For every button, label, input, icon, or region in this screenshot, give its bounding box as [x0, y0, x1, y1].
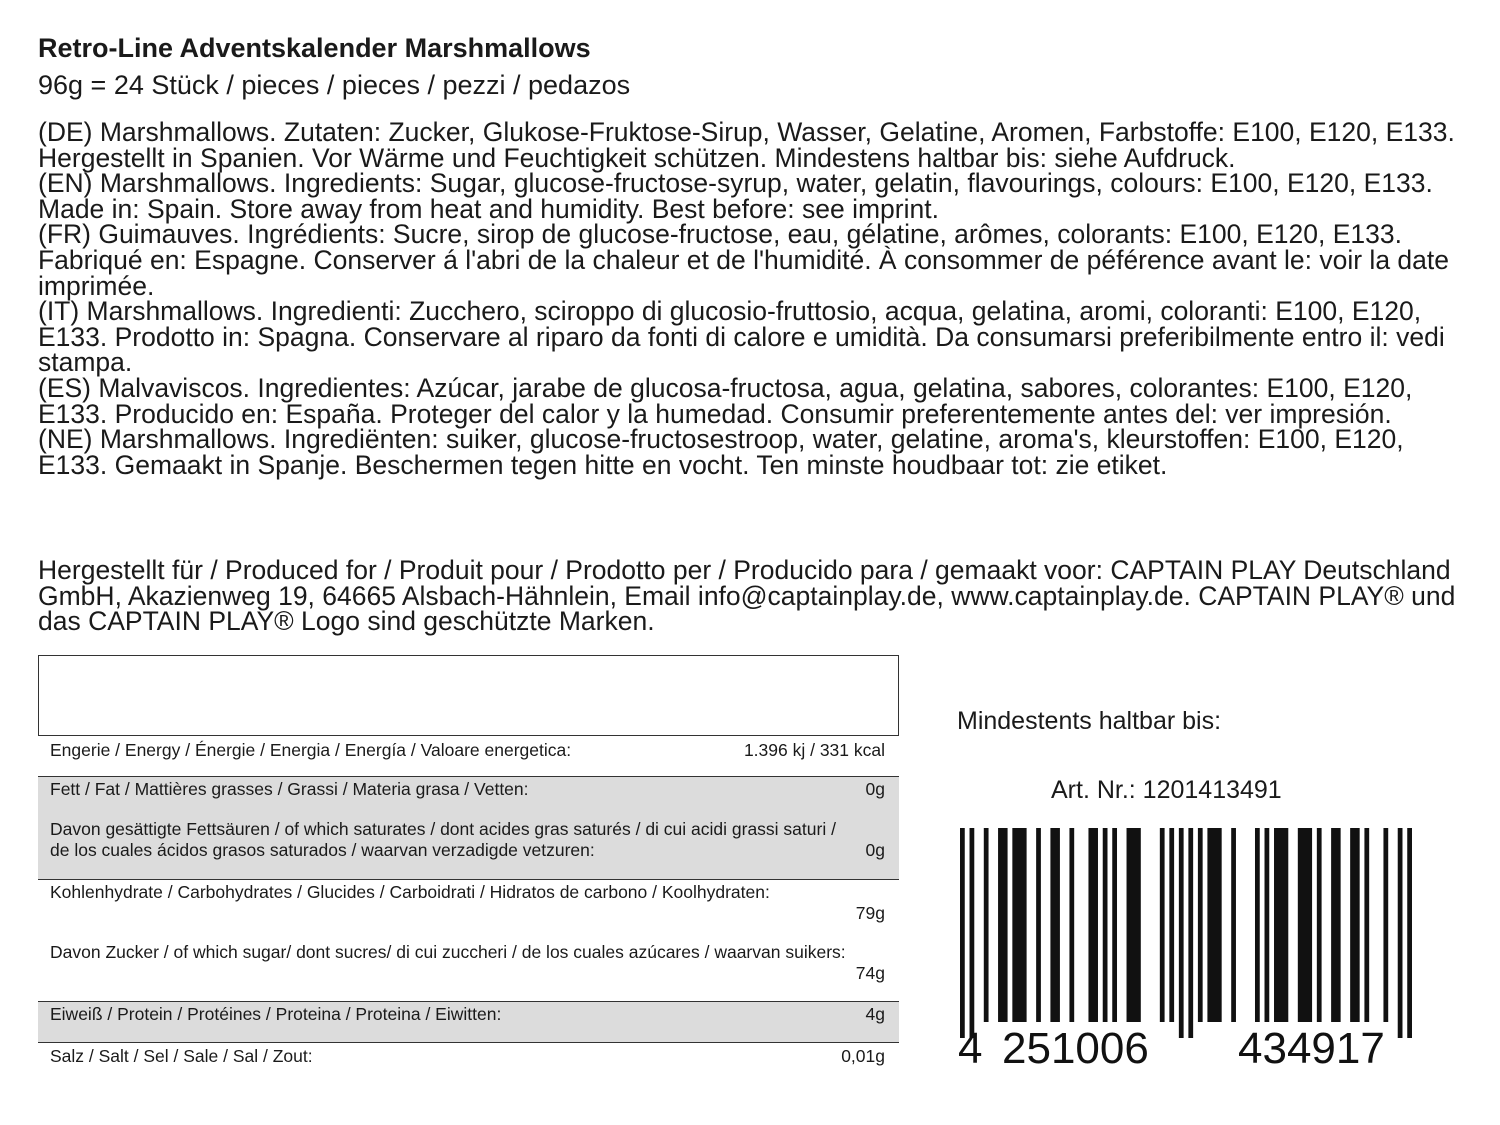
barcode-bar — [998, 828, 1008, 1022]
barcode-bar — [1088, 828, 1098, 1022]
barcode-bar — [1317, 828, 1322, 1022]
protein-value: 4g — [865, 1004, 885, 1024]
energy-label: Engerie / Energy / Énergie / Energia / Energía / Valoare energetica: — [50, 740, 572, 760]
fat-label: Fett / Fat / Mattières grasses / Grassi / Materia grasa / Vetten: — [50, 779, 529, 799]
barcode-bar — [1298, 828, 1312, 1022]
barcode-bar — [1127, 828, 1141, 1022]
fat-value: 0g — [865, 779, 885, 799]
salt-label: Salz / Salt / Sel / Sale / Sal / Zout: — [50, 1046, 313, 1066]
barcode-bar — [1169, 828, 1174, 1022]
barcode-bar — [1207, 828, 1221, 1022]
carb-row — [38, 880, 899, 1002]
barcode-first-digit: 4 — [958, 1024, 983, 1073]
protein-label: Eiweiß / Protein / Protéines / Proteina / Proteina / Eiwitten: — [50, 1004, 502, 1024]
barcode-bar — [1012, 828, 1026, 1022]
barcode-guard-bar — [970, 828, 975, 1038]
barcode-guard-bar — [1407, 828, 1412, 1038]
salt-row — [38, 1043, 899, 1084]
saturates-value: 0g — [865, 840, 885, 860]
barcode-bar — [1198, 828, 1203, 1022]
fat-row — [38, 777, 899, 880]
carb-value: 79g — [855, 903, 885, 923]
product-quantity: 96g = 24 Stück / pieces / pieces / pezzi / pedazos — [38, 70, 631, 100]
barcode-bar — [984, 828, 989, 1022]
barcode-guard-bar — [1398, 828, 1403, 1038]
barcode-bar — [1331, 828, 1341, 1022]
product-title: Retro-Line Adventskalender Marshmallows — [38, 33, 591, 63]
barcode-left-group: 251006 — [1002, 1024, 1149, 1073]
barcode-guard-bar — [1179, 828, 1184, 1038]
barcode-right-group: 434917 — [1238, 1024, 1385, 1073]
barcode-bar — [1255, 828, 1260, 1022]
saturates-label: Davon gesättigte Fettsäuren / of which saturates / dont acides gras saturés / di cui acidi grassi saturi / de los cuales ácidos grasos saturados / waarvan verzadigde vetzuren: — [50, 819, 836, 860]
article-number: Art. Nr.: 1201413491 — [1051, 776, 1282, 804]
producer-info — [38, 555, 1478, 637]
barcode-bar — [1265, 828, 1270, 1022]
barcode-bar — [1364, 828, 1369, 1022]
nutrition-rows — [38, 655, 899, 1085]
ingredients-block — [38, 117, 1468, 480]
sugar-label: Davon Zucker / of which sugar/ dont sucres/ di cui zuccheri / de los cuales azúcares / waarvan suikers: — [50, 942, 846, 962]
barcode-bar — [1069, 828, 1074, 1022]
barcode-guard-bar — [960, 828, 965, 1038]
barcode-bar — [1274, 828, 1288, 1022]
ingredients-it: (IT) Marshmallows. Ingredienti: Zucchero, sciroppo di glucosio-fruttosio, acqua, gelatina, aromi, coloranti: E100, E120, E133. Prodotto in: Spagna. Conservare al riparo da fonti di calore e umidità. Da consumarsi preferibilmente entro il: vedi stampa. — [38, 296, 1445, 378]
salt-value: 0,01g — [841, 1046, 885, 1066]
barcode-bar — [1160, 828, 1165, 1022]
ingredients-ne: (NE) Marshmallows. Ingrediënten: suiker, glucose-fructosestroop, water, gelatine, aroma's, kleurstoffen: E100, E120, E133. Gemaakt in Spanje. Beschermen tegen hitte en vocht. Ten minste houdbaar tot: zie etiket. — [38, 424, 1404, 480]
energy-value: 1.396 kj / 331 kcal — [743, 740, 885, 760]
sugar-value: 74g — [855, 963, 885, 983]
best-before-label: Mindestents haltbar bis: — [957, 707, 1222, 735]
producer-text: Hergestellt für / Produced for / Produit pour / Prodotto per / Producido para / gemaakt voor: CAPTAIN PLAY Deutschland GmbH, Akazienweg 19, 64665 Alsbach-Hähnlein, Email info@captainplay.de, www.captainplay.de. CAPTAIN PLAY® und das CAPTAIN PLAY® Logo sind geschützte Marken. — [38, 555, 1456, 637]
barcode-bar — [1050, 828, 1060, 1022]
energy-row — [38, 735, 899, 777]
barcode-bar — [1231, 828, 1236, 1022]
barcode-bar — [1350, 828, 1360, 1022]
ingredients-de: (DE) Marshmallows. Zutaten: Zucker, Glukose-Fruktose-Sirup, Wasser, Gelatine, Aromen, Farbstoffe: E100, E120, E133. Hergestellt in Spanien. Vor Wärme und Feuchtigkeit schützen. Mindestens haltbar bis: siehe Aufdruck. — [38, 117, 1455, 173]
ingredients-en: (EN) Marshmallows. Ingredients: Sugar, glucose-fructose-syrup, water, gelatin, flavourings, colours: E100, E120, E133. Made in: Spain. Store away from heat and humidity. Best before: see imprint. — [38, 168, 1433, 224]
ingredients-fr: (FR) Guimauves. Ingrédients: Sucre, sirop de glucose-fructose, eau, gélatine, arômes, colorants: E100, E120, E133. Fabriqué en: Espagne. Conserver á l'abri de la chaleur et de l'humidité. À consommer de péférence avant le: voir la date imprimée. — [38, 219, 1449, 301]
barcode-bar — [1103, 828, 1108, 1022]
barcode-bar — [1036, 828, 1041, 1022]
ingredients-es: (ES) Malvaviscos. Ingredientes: Azúcar, jarabe de glucosa-fructosa, agua, gelatina, sabores, colorantes: E100, E120, E133. Producido en: España. Proteger del calor y la humedad. Consumir preferentemente antes del: ver impresión. — [38, 372, 1413, 429]
carb-label: Kohlenhydrate / Carbohydrates / Glucides / Carboidrati / Hidratos de carbono / Koolhydraten: — [50, 882, 770, 902]
barcode-bar — [1112, 828, 1117, 1022]
barcode-guard-bar — [1188, 828, 1193, 1038]
barcode-bar — [1383, 828, 1388, 1022]
protein-row — [38, 1002, 899, 1043]
